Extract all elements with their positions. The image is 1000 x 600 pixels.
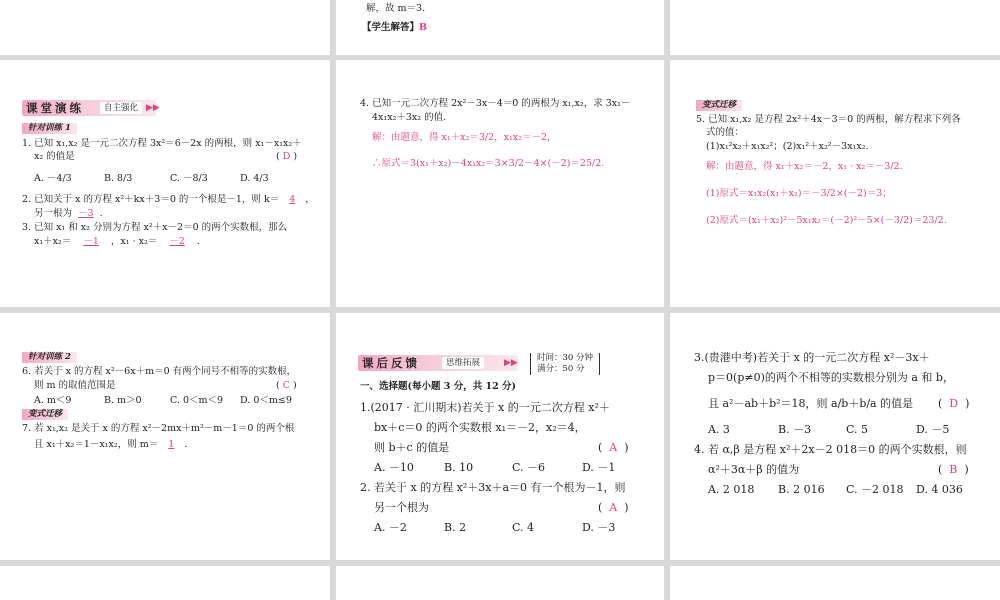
q3-answer-1: －1 [83, 236, 99, 247]
q7-line1: 7. 若 x₁,x₂ 是关于 x 的方程 x²－2mx＋m²－m－1＝0 的两个根 [22, 423, 295, 434]
page-q3-q4 [670, 313, 1000, 560]
q7-text: 且 x₁＋x₂＝1－x₁x₂，则 m＝ [34, 439, 159, 450]
tag-variant: 变式迁移 [696, 100, 742, 111]
q1-option-b: B. 8/3 [104, 173, 133, 184]
q3-answer-bracket: ( D ) [938, 397, 970, 410]
q5-solution-2: (1)原式＝x₁x₂(x₁＋x₂)＝－3/2×(－2)＝3； [706, 188, 892, 199]
tag-variant-2: 变式迁移 [22, 409, 68, 420]
q6-option-b: B. m＞0 [104, 395, 142, 406]
time-box [530, 353, 600, 375]
page-bottom-middle [336, 566, 664, 600]
q4-line1: 4. 若 α,β 是方程 x²＋2x－2 018＝0 的两个实数根，则 [694, 443, 967, 456]
q4-line2: α²＋3α＋β 的值为 [708, 463, 800, 476]
section-subtitle: 思维拓展 [442, 357, 484, 369]
tag-practice-2: 针对训练 2 [22, 352, 77, 363]
q3-answer-2: －2 [169, 236, 185, 247]
q1-line1: 1. 已知 x₁,x₂ 是一元二次方程 3x²＝6－2x 的两根，则 x₁－x₁x₂＋ [22, 138, 302, 149]
q6-line2: 则 m 的取值范围是 [34, 380, 116, 391]
q1-option-a: A. －4/3 [34, 173, 72, 184]
q5-solution-3: (2)原式＝(x₁＋x₂)²－5x₁x₂＝(－2)²－5×(－3/2)＝23/2. [706, 215, 947, 226]
q3-answer: D [949, 397, 959, 410]
q3-text: x₁＋x₂＝ [34, 236, 72, 247]
page-q4 [336, 60, 664, 307]
q6-option-d: D. 0＜m≤9 [240, 395, 292, 406]
q1-option-d: D. 4/3 [240, 173, 269, 184]
q6-line1: 6. 若关于 x 的方程 x²－6x＋m＝0 有两个同号不相等的实数根， [22, 366, 297, 377]
q2-answer-bracket: ( A ) [598, 501, 629, 514]
q2-line2: 另一个根为 [374, 501, 429, 514]
q3-line2: x₁＋x₂＝ －1 ，x₁ · x₂＝ －2 . [34, 236, 200, 247]
q3-option-c: C. 5 [846, 423, 869, 436]
q1-line2: bx＋c＝0 的两个实数根 x₁＝－2，x₂＝4， [374, 421, 586, 434]
q5-line3: (1)x₁²x₂＋x₁x₂²；(2)x₁²＋x₂²－3x₁x₂. [706, 141, 869, 152]
q6-option-c: C. 0＜m＜9 [170, 395, 224, 406]
q7-answer: 1 [168, 439, 175, 450]
q2-text: 2. 已知关于 x 的方程 x²＋kx＋3＝0 的一个根是－1，则 k＝ [22, 194, 280, 205]
q3-line1: 3.(贵港中考)若关于 x 的一元二次方程 x²－3x＋ [694, 351, 930, 364]
q5-line2: 式的值： [706, 127, 745, 138]
label: 【学生解答】 [362, 22, 420, 33]
q1-answer-bracket: ( A ) [598, 441, 629, 454]
section-heading: 一、选择题(每小题 3 分，共 12 分) [360, 381, 517, 392]
q2-line2: 另一根为 －3 . [34, 208, 103, 219]
q4-option-c: C. －2 018 [846, 483, 904, 496]
q1-option-d: D. －1 [582, 461, 616, 474]
page-class-practice [0, 60, 330, 307]
q3-option-b: B. －3 [778, 423, 812, 436]
section-header-bar [22, 100, 160, 116]
q1-line2: x₂ 的值是 [34, 151, 75, 162]
text-line: 解，故 m＝3. [366, 3, 426, 14]
arrow-icon: ▶▶ [146, 103, 160, 113]
page-bottom-right [670, 566, 1000, 600]
q4-option-a: A. 2 018 [708, 483, 755, 496]
q2-answer-1: 4 [289, 194, 296, 205]
q1-option-c: C. －8/3 [170, 173, 208, 184]
arrow-icon: ▶▶ [504, 358, 518, 368]
q3-line1: 3. 已知 x₁ 和 x₂ 分别为方程 x²＋x－2＝0 的两个实数根，那么 [22, 222, 288, 233]
q3-option-d: D. －5 [916, 423, 950, 436]
q7-line2: 且 x₁＋x₂＝1－x₁x₂，则 m＝ 1 . [34, 439, 188, 450]
page-practice-2 [0, 313, 330, 560]
q1-answer-bracket: ( D ) [276, 151, 298, 162]
q1-line3: 则 b＋c 的值是 [374, 441, 450, 454]
q2-option-a: A. －2 [374, 521, 407, 534]
q4-option-d: D. 4 036 [916, 483, 963, 496]
section-subtitle: 自主强化 [100, 102, 142, 114]
q4-line2: 4x₁x₂＋3x₂ 的值. [372, 112, 447, 123]
q1-line1: 1.(2017 · 汇川期末)若关于 x 的一元二次方程 x²＋ [360, 401, 610, 414]
q6-option-a: A. m＜9 [34, 395, 72, 406]
q2-option-b: B. 2 [444, 521, 467, 534]
q2-line1: 2. 若关于 x 的方程 x²＋3x＋a＝0 有一个根为－1，则 [360, 481, 626, 494]
q4-solution-1: 解：由题意，得 x₁＋x₂＝3/2，x₁x₂＝－2， [372, 132, 557, 143]
student-answer-label [362, 22, 427, 34]
q6-answer-bracket: ( C ) [276, 380, 297, 391]
section-title: 课堂演练 [26, 101, 84, 115]
time-limit: 时间：30 分钟 [537, 353, 594, 363]
tag-practice-1: 针对训练 1 [22, 123, 77, 134]
q2-text-2: 另一根为 [34, 208, 73, 219]
q2-answer: A [609, 501, 618, 514]
q6-answer: C [282, 380, 291, 391]
q4-line1: 4. 已知一元二次方程 2x²－3x－4＝0 的两根为 x₁,x₂，求 3x₁－ [360, 98, 631, 109]
page-after-class [336, 313, 664, 560]
q2-answer-2: －3 [78, 208, 94, 219]
q4-answer-bracket: ( B ) [938, 463, 969, 476]
q4-option-b: B. 2 016 [778, 483, 825, 496]
q4-answer: B [949, 463, 958, 476]
page-top-middle [336, 0, 664, 55]
q4-solution-2: ∴原式＝3(x₁＋x₂)－4x₁x₂＝3×3/2－4×(－2)＝25/2. [372, 158, 605, 169]
q2-option-c: C. 4 [512, 521, 535, 534]
page-top-right [670, 0, 1000, 55]
q2-option-d: D. －3 [582, 521, 616, 534]
q1-option-c: C. －6 [512, 461, 546, 474]
full-score: 满分：50 分 [537, 364, 585, 374]
q1-answer: A [609, 441, 618, 454]
q3-line3: 且 a²－ab＋b²＝18，则 a/b＋b/a 的值是 [708, 397, 914, 410]
q1-option-b: B. 10 [444, 461, 474, 474]
q5-line1: 5. 已知 x₁,x₂ 是方程 2x²＋4x－3＝0 的两根，解方程求下列各 [696, 114, 961, 125]
q1-answer: D [282, 151, 291, 162]
section-header-bar [358, 355, 518, 371]
page-top-left [0, 0, 330, 55]
q5-solution-1: 解：由题意，得 x₁＋x₂＝－2，x₁ · x₂＝－3/2. [706, 161, 903, 172]
q3-mid: ，x₁ · x₂＝ [110, 236, 158, 247]
page-q5 [670, 60, 1000, 307]
q2-line1: 2. 已知关于 x 的方程 x²＋kx＋3＝0 的一个根是－1，则 k＝ 4 ， [22, 194, 315, 205]
section-title: 课后反馈 [362, 356, 420, 370]
q3-line2: p＝0(p≠0)的两个不相等的实数根分别为 a 和 b， [708, 371, 954, 384]
q3-option-a: A. 3 [708, 423, 730, 436]
answer: B [419, 22, 428, 33]
q1-option-a: A. －10 [374, 461, 414, 474]
page-bottom-left [0, 566, 330, 600]
